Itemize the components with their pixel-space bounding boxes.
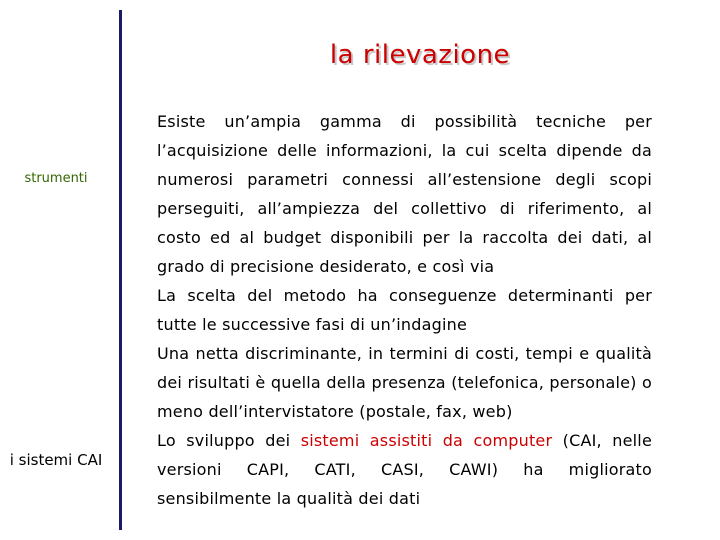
paragraph-3: Una netta discriminante, in termini di costi, tempi e qualità dei risultati è quella della presenza (telefonica, personale) o meno dell’intervistatore (postale, fax, web)	[157, 344, 652, 421]
paragraph-2: La scelta del metodo ha conseguenze determinanti per tutte le successive fasi di un’indagine	[157, 286, 652, 334]
body-text	[157, 107, 652, 513]
vertical-divider	[119, 10, 122, 530]
slide-title: la rilevazione	[329, 40, 511, 70]
paragraph-4-highlight: sistemi assistiti da computer	[300, 431, 553, 450]
paragraph-1: Esiste un’ampia gamma di possibilità tecniche per l’acquisizione delle informazioni, la cui scelta dipende da numerosi parametri connessi all’estensione degli scopi perseguiti, all’ampiezza del collettivo di riferimento, al costo ed al budget disponibili per la raccolta dei dati, al grado di precisione desiderato, e così via	[157, 112, 652, 276]
paragraph-4-after: (CAI, nelle versioni CAPI, CATI, CASI, CAWI) ha migliorato sensibilmente la qualità dei dati	[157, 431, 652, 508]
paragraph-4-before: Lo sviluppo dei	[157, 431, 301, 450]
side-label-strumenti: strumenti	[24, 171, 88, 186]
paragraph-4	[157, 426, 652, 513]
side-label-sistemi-cai: i sistemi CAI	[9, 451, 103, 469]
